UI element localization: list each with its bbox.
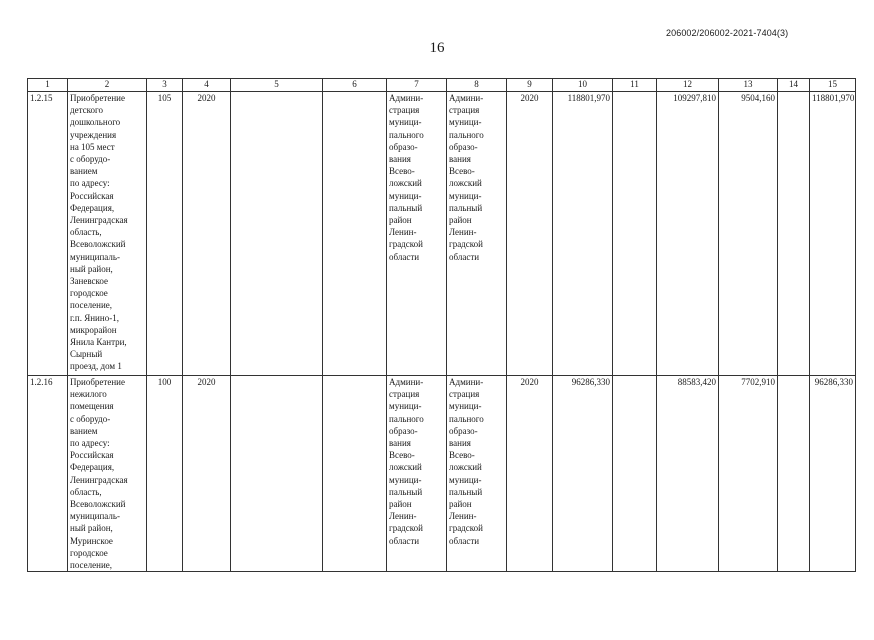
column-number: 10 (553, 79, 613, 92)
year-cell: 2020 (183, 376, 231, 572)
cell-col11 (613, 376, 657, 572)
page-number: 16 (429, 40, 445, 56)
document-registration-number: 206002/206002-2021-7404(3) (666, 28, 789, 38)
cell-col6 (323, 92, 387, 376)
column-number: 9 (507, 79, 553, 92)
column-number: 5 (231, 79, 323, 92)
column-number: 8 (447, 79, 507, 92)
column-number: 3 (147, 79, 183, 92)
program-table (27, 78, 856, 572)
column-number: 6 (323, 79, 387, 92)
cell-col11 (613, 92, 657, 376)
amount-final-cell: 118801,970 (810, 92, 856, 376)
table-row (28, 92, 856, 376)
amount-total-cell: 96286,330 (553, 376, 613, 572)
column-number: 11 (613, 79, 657, 92)
column-number: 15 (810, 79, 856, 92)
item-name: Приобретение нежилого помещения с оборудо- ванием по адресу: Российская Федерация, Ленинградская область, Всеволожский муниципаль- ный район, Муринское городское поселение, (68, 376, 147, 572)
cell-col5 (231, 92, 323, 376)
amount-regional-cell: 88583,420 (657, 376, 719, 572)
cell-col6 (323, 376, 387, 572)
customer-cell: Админи- страция муници- пального образо- вания Всево- ложский муници- пальный район Ленин- градской области (447, 376, 507, 572)
item-number: 1.2.16 (28, 376, 68, 572)
year-cell: 2020 (183, 92, 231, 376)
responsible-cell: Админи- страция муници- пального образо- вания Всево- ложский муници- пальный район Ленин- градской области (387, 376, 447, 572)
item-number: 1.2.15 (28, 92, 68, 376)
amount-local-cell: 7702,910 (719, 376, 778, 572)
cell-col5 (231, 376, 323, 572)
column-number: 4 (183, 79, 231, 92)
period-cell: 2020 (507, 376, 553, 572)
column-number: 2 (68, 79, 147, 92)
column-number: 14 (778, 79, 810, 92)
customer-cell: Админи- страция муници- пального образо- вания Всево- ложский муници- пальный район Ленин- градской области (447, 92, 507, 376)
cell-col14 (778, 376, 810, 572)
item-name: Приобретение детского дошкольного учреждения на 105 мест с оборудо- ванием по адресу: Российская Федерация, Ленинградская область, Всеволожский муниципаль- ный район, Заневское городское поселение, г.п. Янино-1, микрорайон Янила Кантри, Сырный проезд, дом 1 (68, 92, 147, 376)
amount-total-cell: 118801,970 (553, 92, 613, 376)
amount-regional-cell: 109297,810 (657, 92, 719, 376)
column-number: 1 (28, 79, 68, 92)
period-cell: 2020 (507, 92, 553, 376)
responsible-cell: Админи- страция муници- пального образо- вания Всево- ложский муници- пальный район Ленин- градской области (387, 92, 447, 376)
column-number: 12 (657, 79, 719, 92)
cell-col14 (778, 92, 810, 376)
column-number-row (28, 79, 856, 92)
amount-local-cell: 9504,160 (719, 92, 778, 376)
amount-final-cell: 96286,330 (810, 376, 856, 572)
capacity-cell: 105 (147, 92, 183, 376)
column-number: 13 (719, 79, 778, 92)
column-number: 7 (387, 79, 447, 92)
table-row (28, 376, 856, 572)
capacity-cell: 100 (147, 376, 183, 572)
